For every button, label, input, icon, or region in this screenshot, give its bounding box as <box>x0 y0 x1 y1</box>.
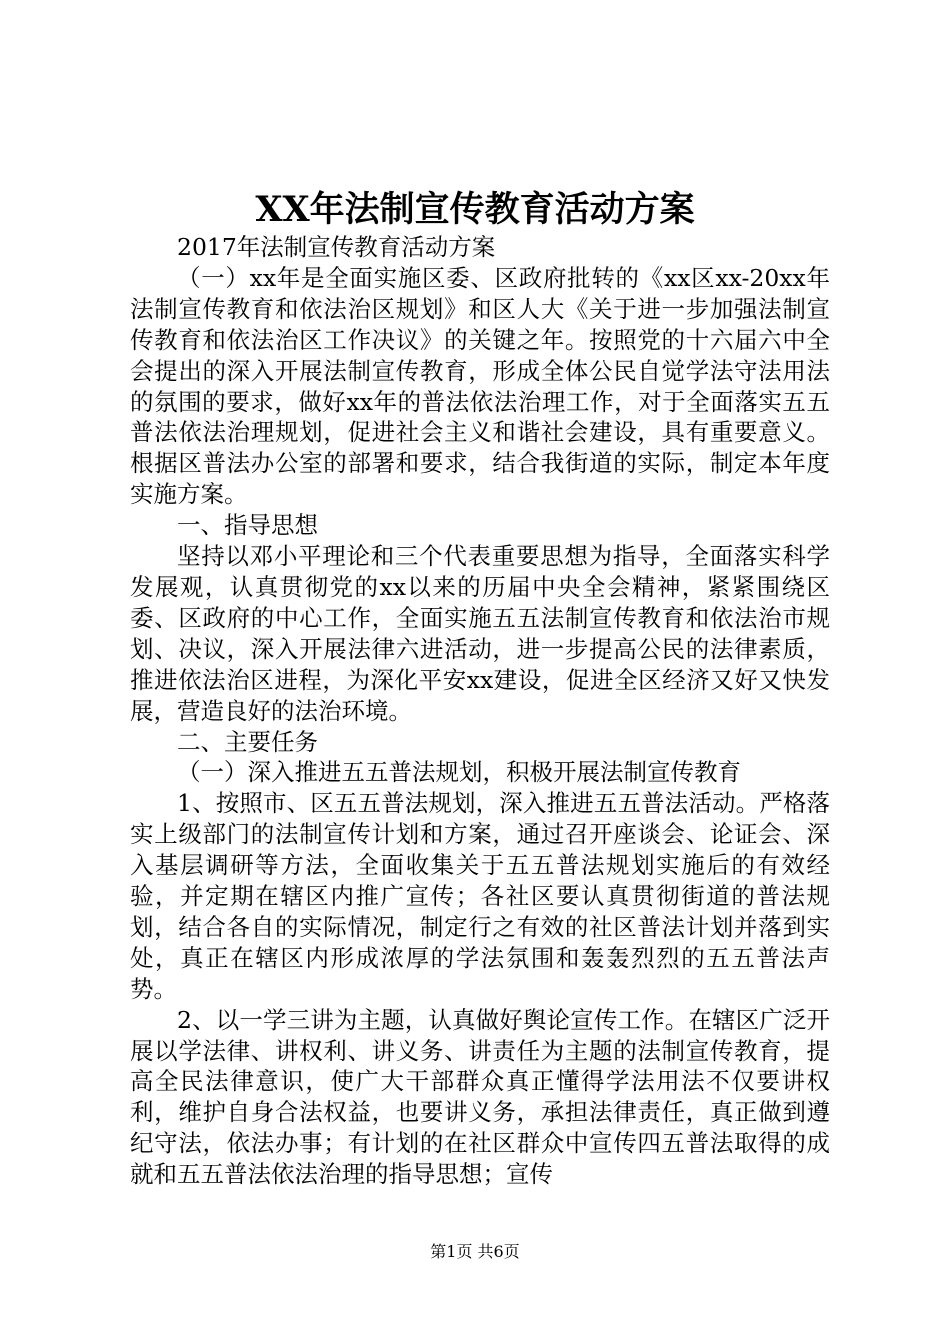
document-title: XX年法制宣传教育活动方案 <box>255 189 695 230</box>
intro-paragraph: （一）xx年是全面实施区委、区政府批转的《xx区xx-20xx年法制宣传教育和依法治区规划》和区人大《关于进一步加强法制宣传教育和依法治区工作决议》的关键之年。按照党的十六届六中全会提出的深入开展法制宣传教育，形成全体公民自觉学法守法用法的氛围的要求，做好xx年的普法依法治理工作，对于全面落实五五普法依法治理规划，促进社会主义和谐社会建设，具有重要意义。根据区普法办公室的部署和要求，结合我街道的实际，制定本年度实施方案。 <box>130 263 830 509</box>
subtitle-paragraph: 2017年法制宣传教育活动方案 <box>177 233 496 261</box>
task-item-1-paragraph: 1、按照市、区五五普法规划，深入推进五五普法活动。严格落实上级部门的法制宣传计划和方案，通过召开座谈会、论证会、深入基层调研等方法，全面收集关于五五普法规划实施后的有效经验，并定期在辖区内推广宣传；各社区要认真贯彻街道的普法规划，结合各自的实际情况，制定行之有效的社区普法计划并落到实处，真正在辖区内形成浓厚的学法氛围和轰轰烈烈的五五普法声势。 <box>130 789 830 1003</box>
page-footer: 第1页 共6页 <box>430 1242 520 1261</box>
subsection-heading-1: （一）深入推进五五普法规划，积极开展法制宣传教育 <box>177 758 741 787</box>
document-body <box>130 232 830 1190</box>
guiding-ideology-paragraph: 坚持以邓小平理论和三个代表重要思想为指导，全面落实科学发展观，认真贯彻党的xx以来的历届中央全会精神，紧紧围绕区委、区政府的中心工作，全面实施五五法制宣传教育和依法治市规划、决议，深入开展法律六进活动，进一步提高公民的法律素质，推进依法治区进程，为深化平安xx建设，促进全区经济又好又快发展，营造良好的法治环境。 <box>130 542 830 725</box>
section-heading-main-tasks: 二、主要任务 <box>177 727 318 756</box>
task-item-2-paragraph: 2、以一学三讲为主题，认真做好舆论宣传工作。在辖区广泛开展以学法律、讲权利、讲义务、讲责任为主题的法制宣传教育，提高全民法律意识，使广大干部群众真正懂得学法用法不仅要讲权利，维护自身合法权益，也要讲义务，承担法律责任，真正做到遵纪守法，依法办事；有计划的在社区群众中宣传四五普法取得的成就和五五普法依法治理的指导思想；宣传 <box>130 1005 830 1189</box>
section-heading-guiding-ideology: 一、指导思想 <box>177 511 318 540</box>
